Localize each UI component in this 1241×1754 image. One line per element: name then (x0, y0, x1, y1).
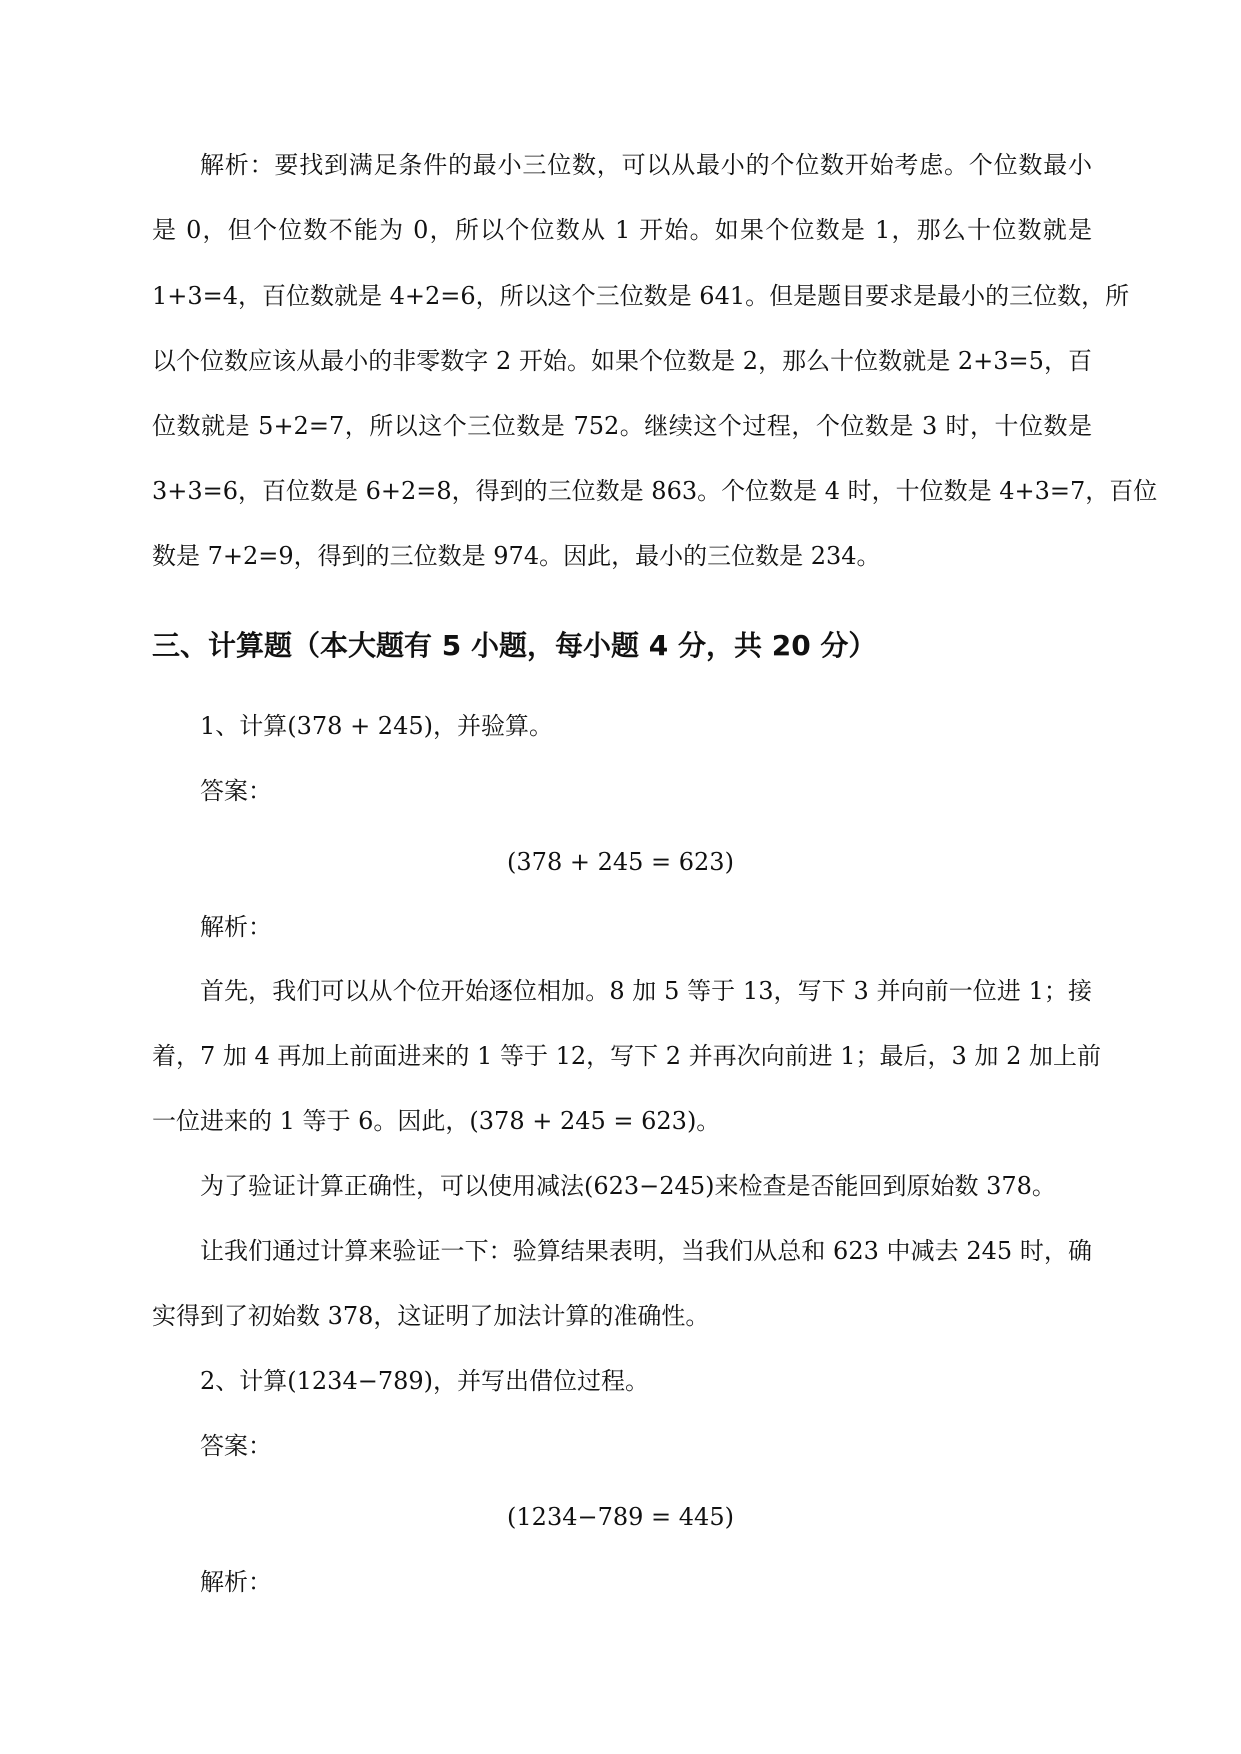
paragraph-line: 是 0，但个位数不能为 0，所以个位数从 1 开始。如果个位数是 1，那么十位数就是 (152, 216, 1092, 244)
question-text: 1、计算(378 + 245)，并验算。 (200, 712, 553, 740)
question-text: 2、计算(1234−789)，并写出借位过程。 (200, 1367, 649, 1395)
answer-formula: (378 + 245 = 623) (507, 848, 734, 876)
analysis-label: 解析： (200, 913, 272, 941)
paragraph-line: 位数就是 5+2=7，所以这个三位数是 752。继续这个过程，个位数是 3 时，十位数是 (152, 412, 1092, 440)
analysis-label: 解析： (200, 1568, 272, 1596)
paragraph-line: 解析：要找到满足条件的最小三位数，可以从最小的个位数开始考虑。个位数最小 (200, 151, 1092, 179)
answer-label: 答案： (200, 777, 272, 805)
answer-label: 答案： (200, 1432, 272, 1460)
paragraph-line: 一位进来的 1 等于 6。因此，(378 + 245 = 623)。 (152, 1107, 721, 1135)
paragraph-line: 着，7 加 4 再加上前面进来的 1 等于 12，写下 2 并再次向前进 1；最后，3 加 2 加上前 (152, 1042, 1101, 1070)
paragraph-line: 首先，我们可以从个位开始逐位相加。8 加 5 等于 13，写下 3 并向前一位进 1；接 (200, 977, 1092, 1005)
section-heading: 三、计算题（本大题有 5 小题，每小题 4 分，共 20 分） (152, 629, 877, 662)
paragraph-line: 让我们通过计算来验证一下：验算结果表明，当我们从总和 623 中减去 245 时，确 (200, 1237, 1092, 1265)
verify-line: 为了验证计算正确性，可以使用减法(623−245)来检查是否能回到原始数 378。 (200, 1172, 1056, 1200)
paragraph-line: 实得到了初始数 378，这证明了加法计算的准确性。 (152, 1302, 710, 1330)
paragraph-line: 3+3=6，百位数是 6+2=8，得到的三位数是 863。个位数是 4 时，十位数是 4+3=7，百位 (152, 477, 1158, 505)
paragraph-line: 数是 7+2=9，得到的三位数是 974。因此，最小的三位数是 234。 (152, 542, 881, 570)
paragraph-line: 以个位数应该从最小的非零数字 2 开始。如果个位数是 2，那么十位数就是 2+3=5，百 (152, 347, 1092, 375)
paragraph-line: 1+3=4，百位数就是 4+2=6，所以这个三位数是 641。但是题目要求是最小的三位数，所 (152, 282, 1130, 310)
answer-formula: (1234−789 = 445) (507, 1503, 734, 1531)
